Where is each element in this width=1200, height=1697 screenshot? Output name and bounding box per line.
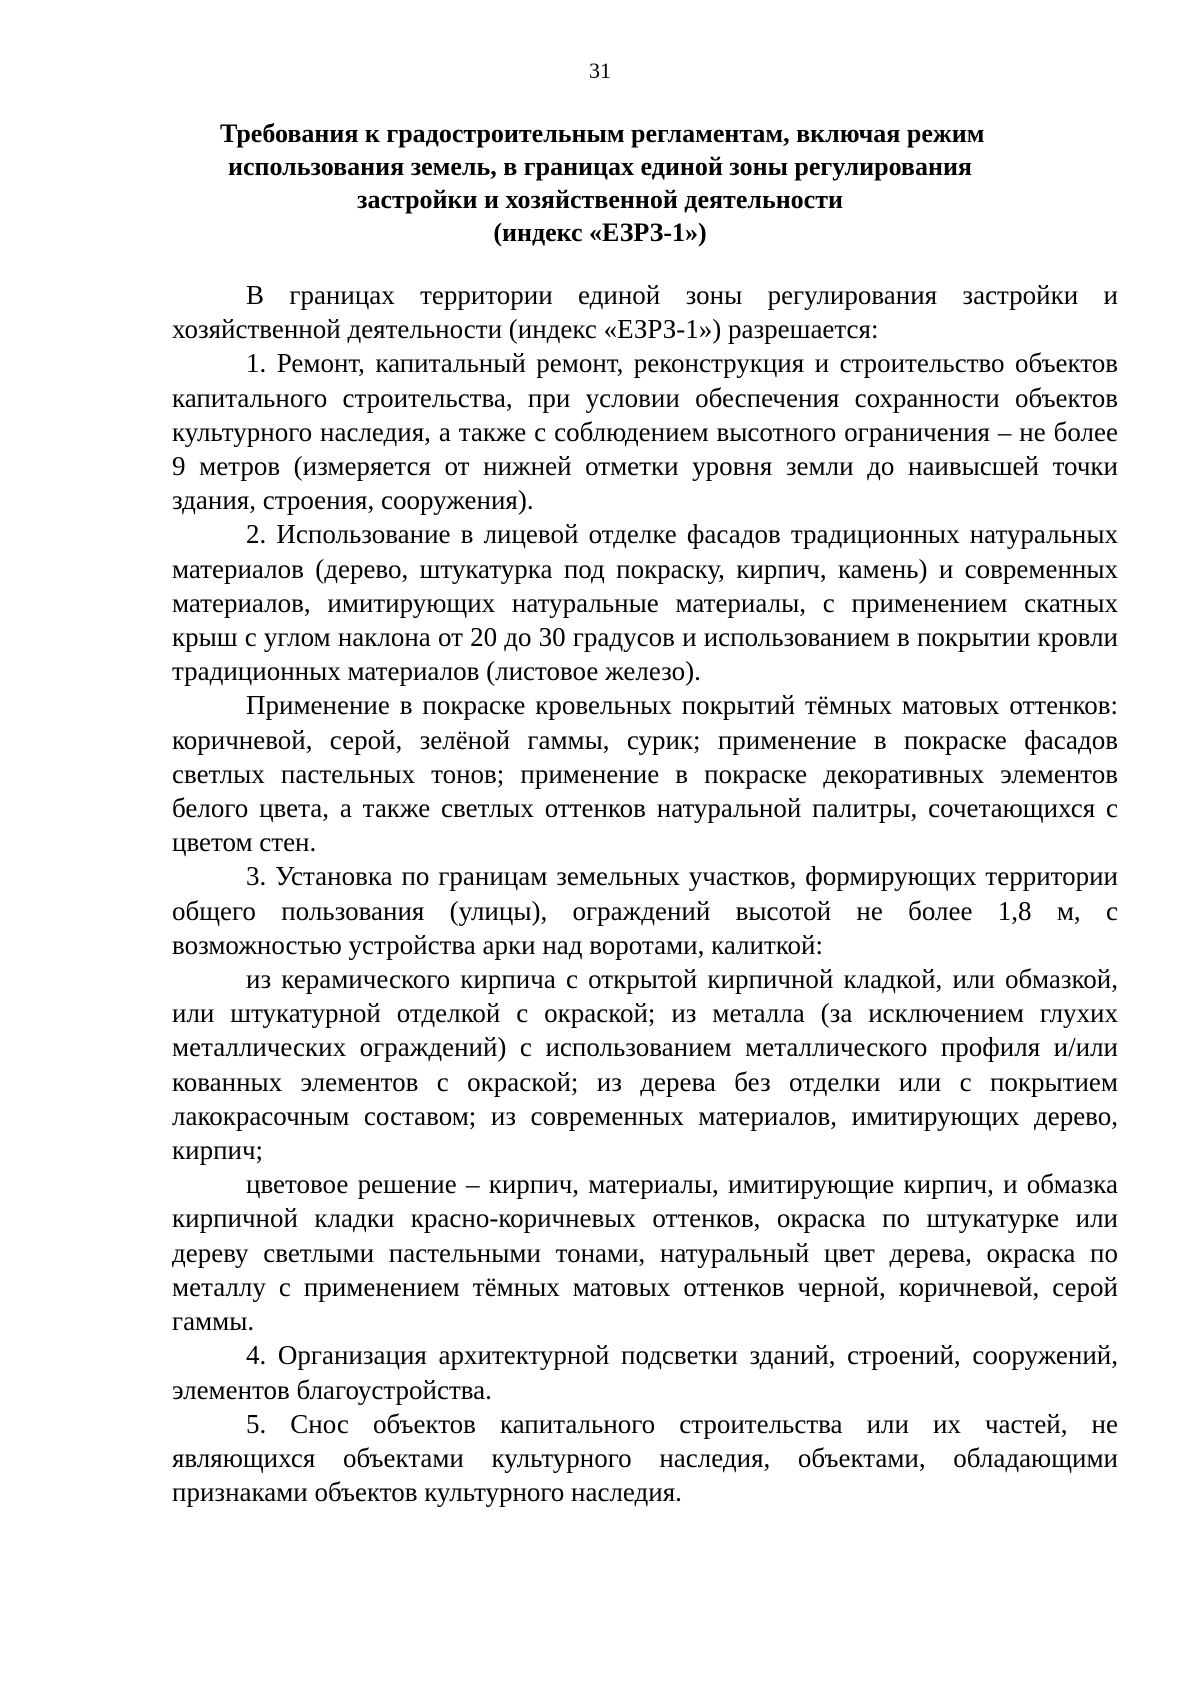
page-number: 31 [589, 58, 611, 83]
paragraph-item-3: 3. Установка по границам земельных участков, формирующих территории общего пользования (улицы), ограждений высотой не более 1,8 м, с возможностью устройства арки над воротами, калиткой: [172, 861, 1118, 960]
heading-line-3: застройки и хозяйственной деятельности [357, 185, 843, 214]
paragraph-item-2: 2. Использование в лицевой отделке фасадов традиционных натуральных материалов (дерево, штукатурка под покраску, кирпич, камень) и современных материалов, имитирующих натуральные материалы, с применением скатных крыш с углом наклона от 20 до 30 градусов и использованием в покрытии кровли традиционных материалов (листовое железо). [172, 519, 1118, 687]
section-heading [220, 117, 985, 249]
paragraph-fence-materials: из керамического кирпича с открытой кирпичной кладкой, или обмазкой, или штукатурной отделкой с окраской; из металла (за исключением глухих металлических ограждений) с использованием металлического профиля и/или кованных элементов с окраской; из дерева без отделки или с покрытием лакокрасочным составом; из современных материалов, имитирующих дерево, кирпич; [172, 964, 1118, 1166]
heading-line-1: Требования к градостроительным регламентам, включая режим [220, 119, 985, 148]
paragraph-fence-colors: цветовое решение – кирпич, материалы, имитирующие кирпич, и обмазка кирпичной кладки красно-коричневых оттенков, окраска по штукатурке или дереву светлыми пастельными тонами, натуральный цвет дерева, окраска по металлу с применением тёмных матовых оттенков черной, коричневой, серой гаммы. [172, 1169, 1118, 1337]
paragraph-item-4: 4. Организация архитектурной подсветки зданий, строений, сооружений, элементов благоустройства. [172, 1340, 1118, 1405]
paragraph-intro: В границах территории единой зоны регулирования застройки и хозяйственной деятельности (индекс «ЕЗРЗ-1») разрешается: [172, 280, 1118, 345]
paragraph-roof-colors: Применение в покраске кровельных покрытий тёмных матовых оттенков: коричневой, серой, зелёной гаммы, сурик; применение в покраске фасадов светлых пастельных тонов; применение в покраске декоративных элементов белого цвета, а также светлых оттенков натуральной палитры, сочетающихся с цветом стен. [172, 690, 1118, 858]
paragraph-item-1: 1. Ремонт, капитальный ремонт, реконструкция и строительство объектов капитального строительства, при условии обеспечения сохранности объектов культурного наследия, а также с соблюдением высотного ограничения – не более 9 метров (измеряется от нижней отметки уровня земли до наивысшей точки здания, строения, сооружения). [172, 348, 1118, 516]
paragraph-item-5: 5. Снос объектов капитального строительства или их частей, не являющихся объектами культурного наследия, объектами, обладающими признаками объектов культурного наследия. [172, 1408, 1118, 1508]
document-body [172, 278, 1118, 1509]
heading-line-2: использования земель, в границах единой зоны регулирования [227, 152, 972, 181]
heading-line-4: (индекс «ЕЗРЗ-1») [493, 218, 707, 247]
